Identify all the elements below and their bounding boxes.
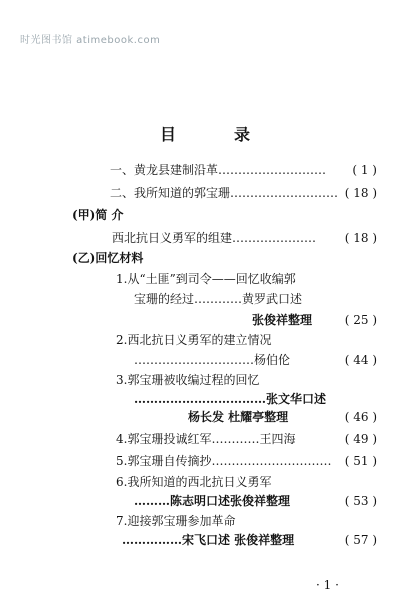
- toc-entry-3: 西北抗日义勇军的组建…………………: [112, 231, 317, 245]
- toc-entry-6-line-1: 3.郭宝珊被收编过程的回忆: [116, 373, 260, 387]
- toc-page-8: ( 51 ): [344, 454, 377, 468]
- toc-entry-6-editors: 杨长发 杜耀亭整理: [188, 410, 289, 424]
- toc-page-5: ( 44 ): [344, 353, 377, 367]
- toc-entry-10-line-1: 7.迎接郭宝珊参加革命: [116, 514, 236, 528]
- title-char-1: 目: [160, 125, 177, 144]
- toc-page-6: ( 46 ): [344, 410, 377, 424]
- toc-entry-5-line-2: …………………………杨伯伦: [134, 353, 291, 367]
- section-yi-heading: (乙)回忆材料: [72, 251, 144, 265]
- toc-page-10: ( 57 ): [344, 533, 377, 547]
- toc-page-1: ( 1 ): [352, 163, 377, 177]
- toc-entry-6-line-2: ……………………………张文华口述: [134, 392, 327, 406]
- toc-entry-8: 5.郭宝珊自传摘抄…………………………: [116, 454, 332, 468]
- watermark: 时光图书馆 atimebook.com: [20, 35, 161, 46]
- toc-entry-10-line-2: ……………宋飞口述 张俊祥整理: [122, 533, 295, 547]
- title-char-2: 录: [233, 125, 250, 144]
- toc-entry-9-line-1: 6.我所知道的西北抗日义勇军: [116, 475, 272, 489]
- toc-page-2: ( 18 ): [344, 186, 377, 200]
- section-jia-heading: (甲)简 介: [72, 208, 124, 222]
- toc-page-4: ( 25 ): [344, 313, 377, 327]
- toc-page-7: ( 49 ): [344, 432, 377, 446]
- toc-entry-7: 4.郭宝珊投诚红军…………王四海: [116, 432, 296, 446]
- toc-entry-5-line-1: 2.西北抗日义勇军的建立情况: [116, 333, 272, 347]
- toc-entry-1: 一、黄龙县建制沿革………………………: [110, 163, 327, 177]
- toc-page-3: ( 18 ): [344, 231, 377, 245]
- toc-page-9: ( 53 ): [344, 494, 377, 508]
- toc-entry-9-line-2: ………陈志明口述张俊祥整理: [134, 494, 291, 508]
- page-title: [160, 122, 250, 145]
- toc-entry-4-editor: 张俊祥整理: [252, 313, 313, 327]
- toc-entry-4-line-1: 1.从“土匪”到司令——回忆收编郭: [116, 272, 296, 286]
- page-footer-number: · 1 ·: [316, 578, 339, 592]
- toc-entry-2: 二、我所知道的郭宝珊………………………: [110, 186, 339, 200]
- toc-entry-4-line-2: 宝珊的经过…………黄罗武口述: [134, 292, 303, 306]
